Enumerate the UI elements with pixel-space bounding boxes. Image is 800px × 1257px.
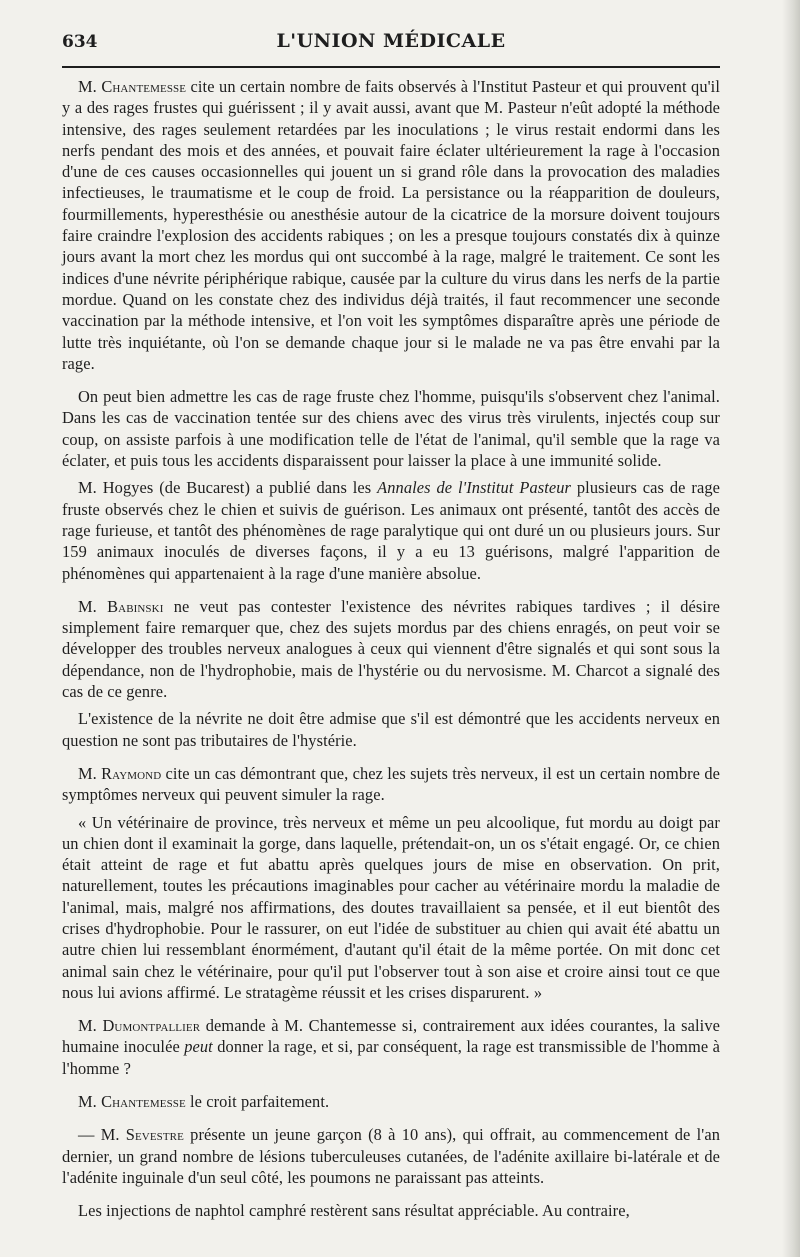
speaker-name: M. Raymond bbox=[78, 763, 162, 783]
paragraph-text: Les injections de naphtol camphré restèrent sans résultat appréciable. Au contraire, bbox=[78, 1201, 630, 1221]
speaker-name: M. Babinski bbox=[78, 596, 164, 616]
paragraph-text: présente un jeune garçon (8 à 10 ans), qui offrait, au commencement de l'an dernier, un grand nombre de lésions tuberculeuses cutanées, de l'adénite axillaire bi-latérale et de l'adénite inguinale d'un seul côté, les poumons ne paraissant pas atteints. bbox=[62, 1125, 720, 1187]
paragraph-text: M. Hogyes (de Bucarest) a publié dans les bbox=[78, 478, 378, 498]
running-title: L'UNION MÉDICALE bbox=[276, 30, 506, 52]
paragraph-text: On peut bien admettre les cas de rage fruste chez l'homme, puisqu'ils s'observent chez l'animal. Dans les cas de vaccination tentée sur des chiens avec des virus très virulents, injectés coup sur coup, on assiste parfois à une modification telle de l'état de l'animal, qu'il semble que la rage va éclater, et puis tous les accidents disparaissent pour laisser la place à une immunité solide. bbox=[62, 387, 720, 471]
paragraph-text: ne veut pas contester l'existence des névrites rabiques tardives ; il désire simplement faire remarquer que, chez des sujets mordus par des chiens enragés, on peut voir se développer des troubles nerveux analogues à ceux qui viennent d'être signalés et qui sont sous la dépendance, non de l'hydrophobie, mais de l'hystérie ou du nervosisme. M. Charcot a signalé des cas de ce genre. bbox=[62, 596, 720, 702]
paragraph-dumontpallier bbox=[62, 1015, 720, 1079]
paragraph-chantemesse-rages-frustes bbox=[62, 76, 720, 374]
paragraph-text: cite un cas démontrant que, chez les sujets très nerveux, il est un certain nombre de symptômes nerveux qui peuvent simuler la rage. bbox=[62, 763, 720, 805]
paragraph-text: donner la rage, et si, par conséquent, la rage est transmissible de l'homme à l'homme ? bbox=[62, 1037, 720, 1078]
paragraph-text: demande à M. Chantemesse si, contrairement aux idées courantes, la salive humaine inoculée bbox=[62, 1016, 720, 1057]
paragraph-raymond bbox=[62, 763, 720, 806]
speaker-name: M. Dumontpallier bbox=[78, 1016, 201, 1036]
emphasis-word: peut bbox=[184, 1037, 213, 1057]
paragraph-hogyes bbox=[62, 477, 720, 583]
paragraph-text: cite un certain nombre de faits observés à l'Institut Pasteur et qui prouvent qu'il y a des rages frustes qui guérissent ; il y avait aussi, avant que M. Pasteur n'eût adopté la méthode intensive, des rages seulement retardées par les inoculations ; le virus restait endormi dans les nerfs pendant des mois et des années, et pouvait faire éclater ultérieurement la rage à l'occasion d'une de ces causes occasionnelles qui jouent un si grand rôle dans la provocation des maladies infectieuses, le traumatisme et le coup de froid. La persistance ou la réapparition de douleurs, fourmillements, hyperesthésie ou anesthésie autour de la cicatrice de la morsure doivent toujours faire craindre l'explosion des accidents rabiques ; on les a presque toujours constatés dix à quinze jours avant la mort chez les mordus qui ont succombé à la rage, malgré le traitement. Ce sont les indices d'une névrite périphérique rabique, causée par la culture du virus dans les nerfs de la partie mordue. Quand on les constate chez des individus déjà traités, il faut recommencer une seconde vaccination par la méthode intensive, et l'on voit les symptômes disparaître après une période de lutte très inquiétante, où l'on se demande chaque jour si le malade ne va pas être envahi par la rage. bbox=[62, 77, 720, 373]
paragraph-rage-fruste-animal bbox=[62, 386, 720, 471]
paragraph-text: le croit parfaitement. bbox=[185, 1092, 330, 1112]
journal-title: Annales de l'Institut Pasteur bbox=[377, 478, 572, 498]
page-number: 634 bbox=[62, 32, 98, 52]
paragraph-babinski bbox=[62, 596, 720, 702]
page-header bbox=[62, 30, 720, 58]
paragraph-chantemesse-reply bbox=[62, 1091, 720, 1112]
speaker-name: M. Sevestre bbox=[100, 1125, 184, 1145]
paragraph-nevrite-hysterie bbox=[62, 708, 720, 751]
paragraph-sevestre bbox=[62, 1124, 720, 1188]
header-rule bbox=[62, 66, 720, 68]
speaker-name: M. Chantemesse bbox=[78, 77, 187, 96]
dash-prefix: — bbox=[78, 1125, 101, 1145]
paragraph-text: L'existence de la névrite ne doit être admise que s'il est démontré que les accidents nerveux en question ne sont pas tributaires de l'hystérie. bbox=[62, 709, 720, 750]
paragraph-veterinaire-quote bbox=[62, 812, 720, 1004]
paragraph-text: « Un vétérinaire de province, très nerveux et même un peu alcoolique, fut mordu au doigt par un chien dont il examinait la gorge, dans laquelle, prétendait-on, un os s'était engagé. Or, ce chien était atteint de rage et fut abattu après quelques jours de mise en observation. On prit, naturellement, toutes les précautions imaginables pour cacher au vétérinaire mordu la maladie de l'animal, mais, malgré nos affirmations, des doutes travaillaient sa pensée, et il eut bientôt des crises d'hydrophobie. Pour le rassurer, on eut l'idée de substituer au chien qui avait été abattu un autre chien lui ressemblant énormément, d'autant qu'il était de la même portée. On mit donc cet animal sain chez le vétérinaire, pour qu'il put l'observer tout à son aise et croire ainsi tout ce que nous lui avions affirmé. Le stratagème réussit et les crises disparurent. » bbox=[62, 812, 720, 1002]
page-edge-shadow bbox=[782, 0, 800, 1257]
paragraph-text: plusieurs cas de rage fruste observés chez le chien et suivis de guérison. Les animaux ont présenté, tantôt des accès de rage furieuse, et tantôt des phénomènes de rage paralytique qui ont duré un ou plusieurs jours. Sur 159 animaux inoculés de diverses façons, il y a eu 13 guérisons, malgré l'apparition de phénomènes qui appartenaient à la rage d'une manière absolue. bbox=[62, 478, 720, 583]
paragraph-naphtol bbox=[62, 1200, 720, 1221]
speaker-name: M. Chantemesse bbox=[78, 1092, 186, 1112]
article-body bbox=[62, 76, 720, 1228]
